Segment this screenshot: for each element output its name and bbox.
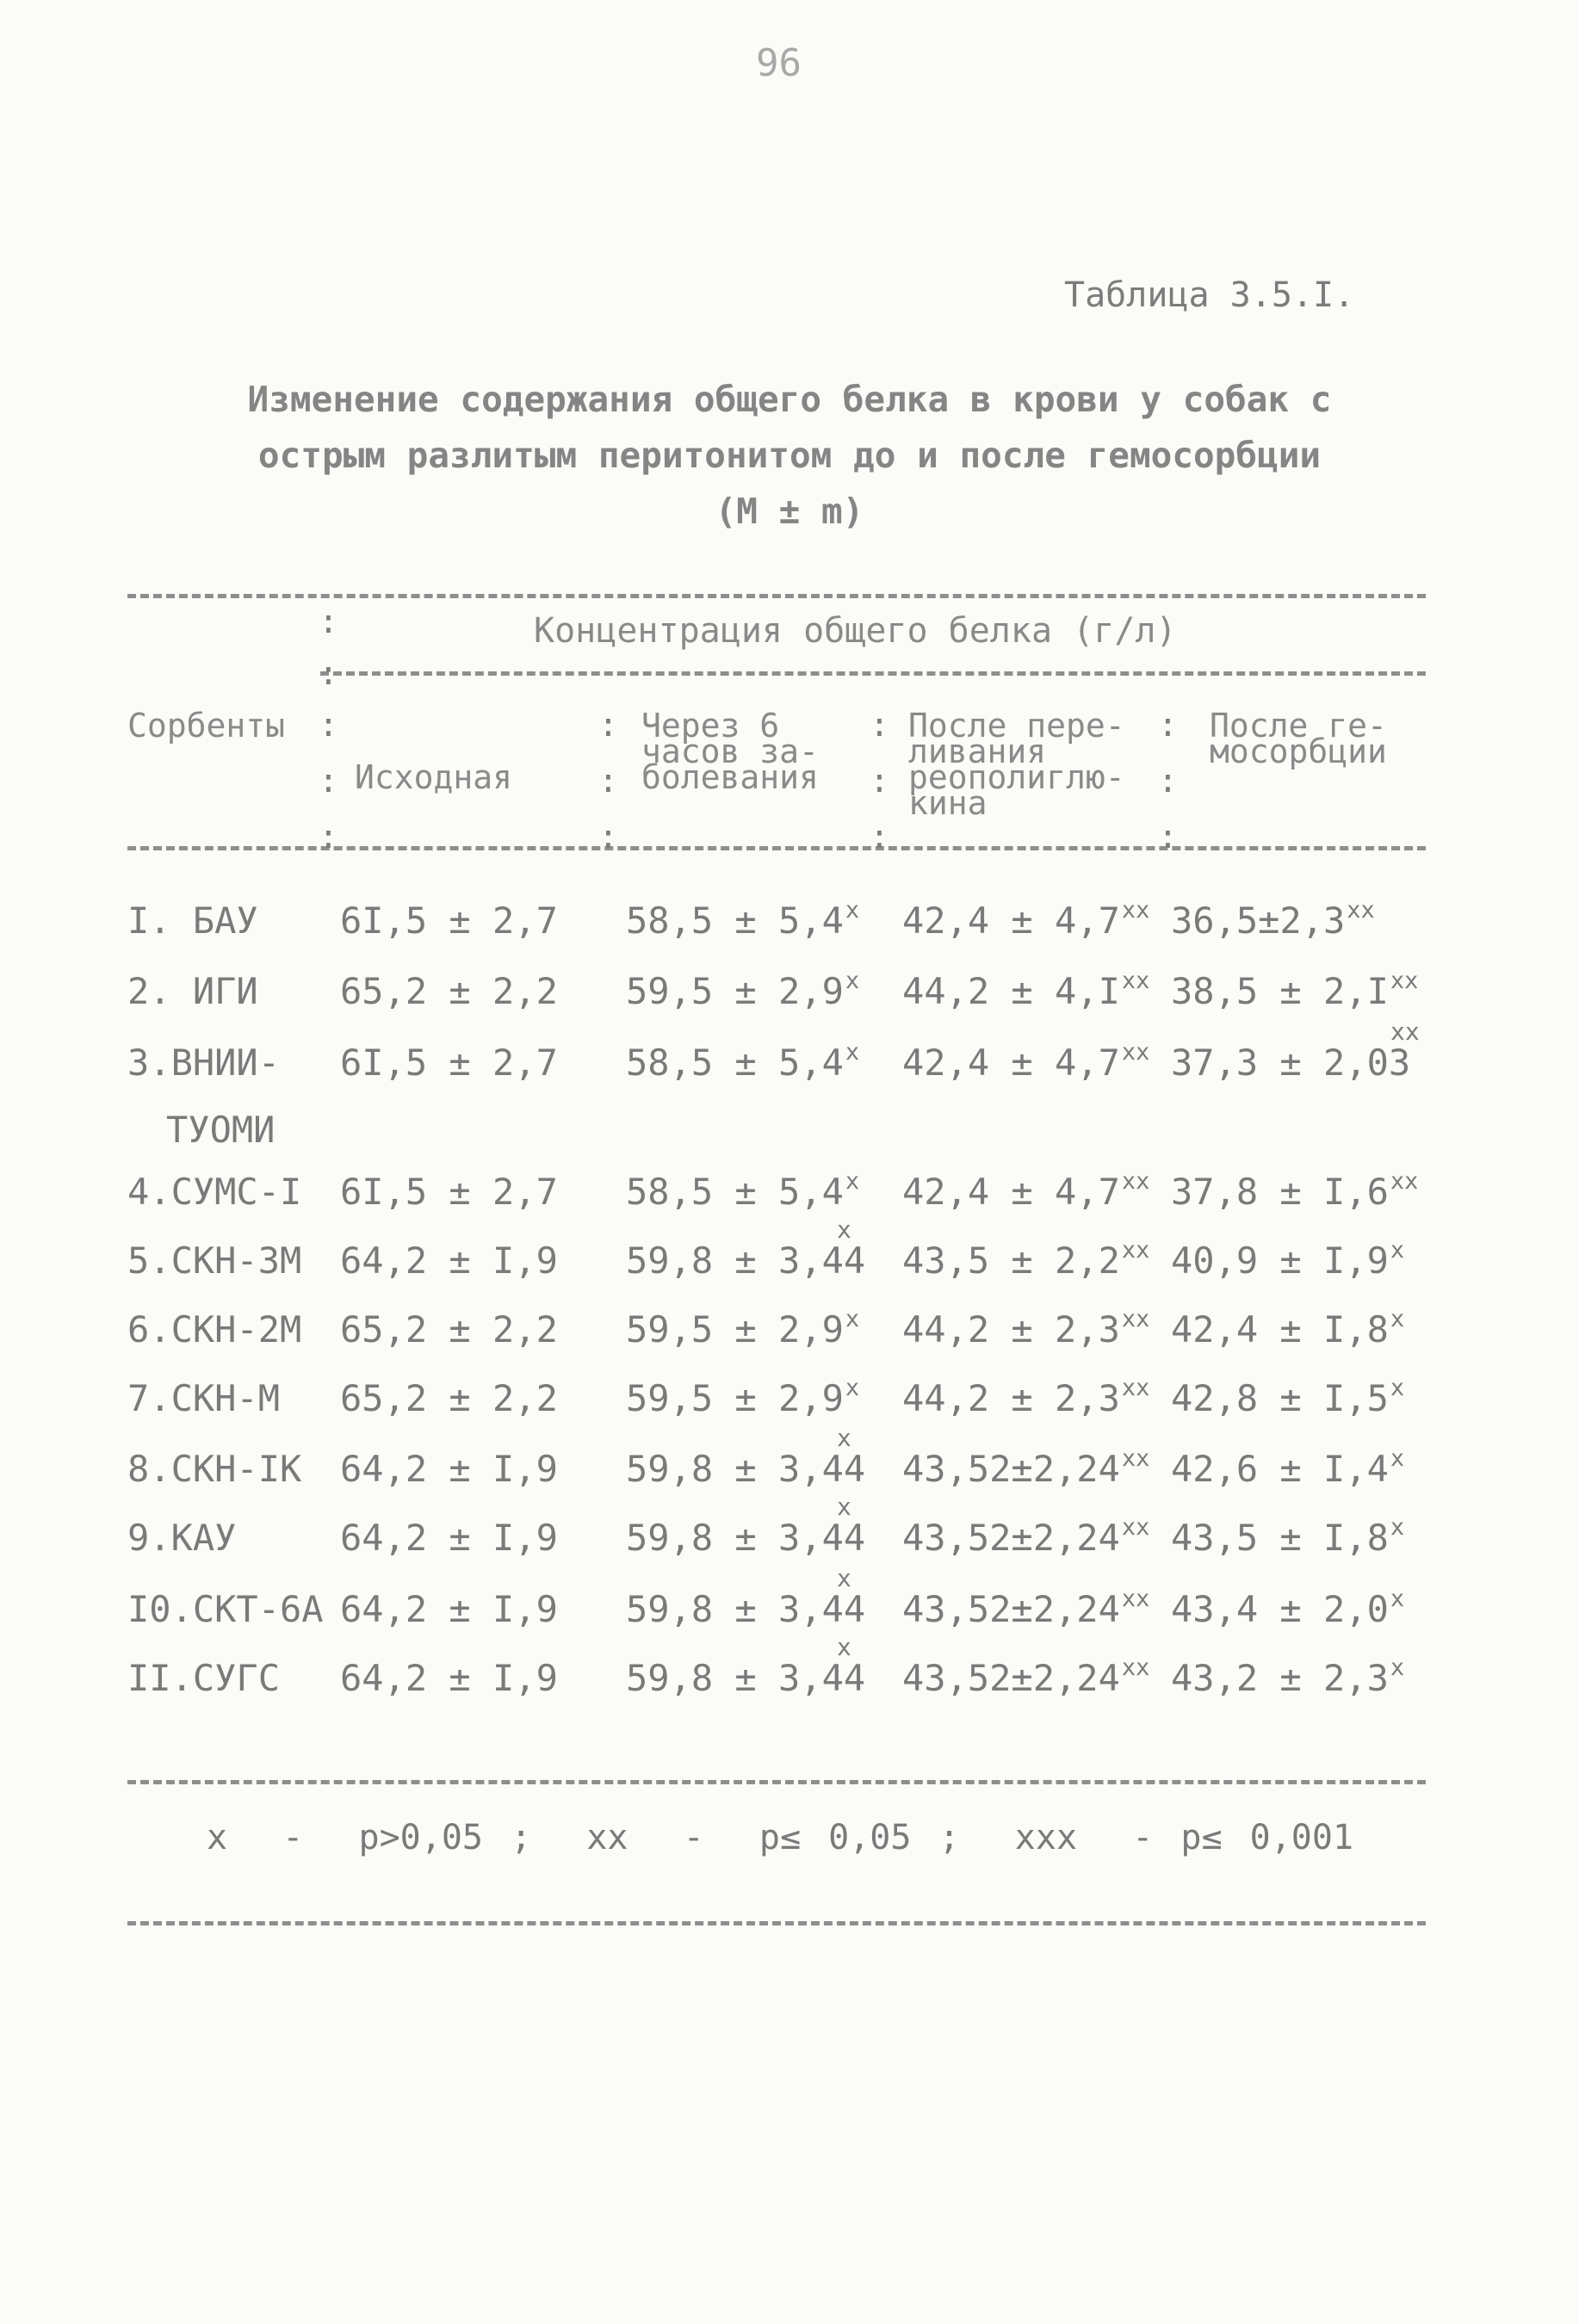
significance-mark-above: x — [837, 1424, 851, 1452]
cell-value: $43,2 \pm 2,3^x$ — [1171, 1654, 1405, 1699]
cell-value: $43,52\pm 2,24^{xx}$ — [902, 1654, 1150, 1699]
significance-mark: xx — [1347, 897, 1375, 924]
significance-mark: x — [845, 897, 860, 924]
footnote-rule — [127, 1921, 1426, 1925]
table-title-line-1: Изменение содержания общего белка в крови у собак с — [247, 379, 1332, 420]
sorbent-name: 8.СКН-IК — [127, 1448, 302, 1490]
cell-value: $43,52\pm 2,24^{xx}$ — [902, 1445, 1150, 1490]
cell-value: $42,4 \pm 4,7^{xx}$ — [902, 897, 1150, 942]
cell-initial: 6I,5 ± 2,7 — [340, 899, 558, 942]
cell-value: $43,5 \pm 2,2^{xx}$ — [902, 1237, 1150, 1282]
cell-value: $44,2 \pm 2,3^{xx}$ — [902, 1306, 1150, 1351]
significance-mark: xx — [1121, 1654, 1150, 1681]
cell-value: $36,5\pm 2,3^{xx}$ — [1171, 897, 1375, 942]
significance-mark: xx — [1121, 1585, 1150, 1612]
cell-value: $43,4 \pm 2,0^x$ — [1171, 1585, 1405, 1630]
cell-value: $59,5 \pm 2,9^x$ — [626, 1306, 860, 1351]
page-number: 96 — [756, 41, 802, 85]
header-separator: : — [870, 706, 889, 744]
significance-mark: x — [1390, 1654, 1405, 1681]
cell-value: $58,5 \pm 5,4^x$ — [626, 1168, 860, 1213]
cell-initial: 65,2 ± 2,2 — [340, 1377, 558, 1419]
cell-value: 59,8 ± 3,44 — [626, 1448, 866, 1490]
cell-value: $43,5 \pm I,8^x$ — [1171, 1514, 1405, 1559]
header-separator: : — [319, 654, 338, 692]
header-separator: : — [319, 603, 338, 640]
cell-initial: 64,2 ± I,9 — [340, 1448, 558, 1490]
table-title-line-2: острым разлитым перитонитом до и после гемосорбции — [257, 435, 1322, 476]
footnote: x - p>0,05 ; xx - p≤ 0,05 ; xxx - p≤ 0,001 — [207, 1818, 1354, 1857]
header-separator: : — [598, 818, 618, 856]
cell-value: $59,5 \pm 2,9^x$ — [626, 1375, 860, 1419]
header-sorbents: Сорбенты — [127, 707, 286, 745]
significance-mark: xx — [1121, 1168, 1150, 1195]
significance-mark: x — [845, 1168, 860, 1195]
cell-value: $42,6 \pm I,4^x$ — [1171, 1445, 1405, 1490]
significance-mark: xx — [1121, 1237, 1150, 1264]
header-separator: : — [1158, 706, 1178, 744]
cell-initial: 6I,5 ± 2,7 — [340, 1041, 558, 1084]
significance-mark: xx — [1390, 1168, 1419, 1195]
sorbent-name: 7.СКН-М — [127, 1377, 281, 1419]
header-group-rule — [320, 671, 1426, 676]
significance-mark: xx — [1121, 1514, 1150, 1541]
sorbent-name-continued: ТУОМИ — [166, 1109, 276, 1151]
cell-value: $37,8 \pm I,6^{xx}$ — [1171, 1168, 1419, 1213]
significance-mark: x — [1390, 1514, 1405, 1541]
cell-initial: 64,2 ± I,9 — [340, 1239, 558, 1282]
cell-value: $44,2 \pm 4,I^{xx}$ — [902, 967, 1150, 1012]
significance-mark: x — [845, 1306, 860, 1332]
significance-mark: x — [1390, 1375, 1405, 1401]
header-separator: : — [598, 762, 618, 800]
table-label: Таблица 3.5.I. — [1064, 275, 1355, 315]
cell-value: 59,8 ± 3,44 — [626, 1588, 866, 1630]
header-group-label: Концентрация общего белка (г/л) — [534, 611, 1177, 651]
header-separator: : — [870, 818, 889, 856]
significance-mark-above: x — [837, 1633, 851, 1661]
significance-mark: xx — [1390, 967, 1419, 994]
cell-value: $42,4 \pm 4,7^{xx}$ — [902, 1039, 1150, 1084]
significance-mark: xx — [1121, 1306, 1150, 1332]
table-top-rule — [127, 594, 1426, 598]
cell-value: $59,5 \pm 2,9^x$ — [626, 967, 860, 1012]
cell-value: 59,8 ± 3,44 — [626, 1239, 866, 1282]
sorbent-name: 6.СКН-2М — [127, 1308, 302, 1351]
table-title-line-3: (М ± m) — [715, 491, 864, 532]
significance-mark-above: xx — [1390, 1017, 1420, 1046]
cell-value: $42,8 \pm I,5^x$ — [1171, 1375, 1405, 1419]
cell-value: $40,9 \pm I,9^x$ — [1171, 1237, 1405, 1282]
cell-value: $38,5 \pm 2,I^{xx}$ — [1171, 967, 1419, 1012]
sorbent-name: 5.СКН-3М — [127, 1239, 302, 1282]
cell-initial: 64,2 ± I,9 — [340, 1588, 558, 1630]
cell-value: $43,52\pm 2,24^{xx}$ — [902, 1514, 1150, 1559]
sorbent-name: II.СУГС — [127, 1657, 281, 1699]
significance-mark: x — [1390, 1306, 1405, 1332]
cell-value: $42,4 \pm I,8^x$ — [1171, 1306, 1405, 1351]
cell-value: $42,4 \pm 4,7^{xx}$ — [902, 1168, 1150, 1213]
cell-value: 59,8 ± 3,44 — [626, 1657, 866, 1699]
significance-mark-above: x — [837, 1215, 851, 1244]
significance-mark-above: x — [837, 1493, 851, 1521]
table-bottom-rule — [127, 1780, 1426, 1784]
cell-initial: 65,2 ± 2,2 — [340, 1308, 558, 1351]
significance-mark: x — [845, 1039, 860, 1066]
header-col-hemosorption: После ге- мосорбции — [1210, 707, 1387, 770]
sorbent-name: I. БАУ — [127, 899, 258, 942]
header-separator: : — [319, 818, 338, 856]
significance-mark: xx — [1121, 1445, 1150, 1472]
significance-mark: xx — [1121, 897, 1150, 924]
cell-initial: 6I,5 ± 2,7 — [340, 1171, 558, 1213]
sorbent-name: 9.КАУ — [127, 1517, 237, 1559]
header-col-rheopolyglucin: После пере- ливания реополиглю- кина — [908, 707, 1125, 822]
header-col-initial: Исходная — [355, 758, 513, 796]
cell-initial: 64,2 ± I,9 — [340, 1657, 558, 1699]
cell-initial: 65,2 ± 2,2 — [340, 970, 558, 1012]
cell-value: 37,3 ± 2,03 — [1171, 1041, 1411, 1084]
significance-mark: xx — [1121, 1375, 1150, 1401]
sorbent-name: 2. ИГИ — [127, 970, 258, 1012]
sorbent-name: 3.ВНИИ- — [127, 1041, 281, 1084]
cell-value: 59,8 ± 3,44 — [626, 1517, 866, 1559]
cell-value: $43,52\pm 2,24^{xx}$ — [902, 1585, 1150, 1630]
cell-value: $44,2 \pm 2,3^{xx}$ — [902, 1375, 1150, 1419]
sorbent-name: I0.СКТ-6А — [127, 1588, 324, 1630]
header-separator: : — [598, 706, 618, 744]
significance-mark: x — [845, 967, 860, 994]
significance-mark: x — [1390, 1445, 1405, 1472]
significance-mark-above: x — [837, 1564, 851, 1592]
cell-initial: 64,2 ± I,9 — [340, 1517, 558, 1559]
significance-mark: x — [1390, 1585, 1405, 1612]
header-separator: : — [1158, 762, 1178, 800]
cell-value: $58,5 \pm 5,4^x$ — [626, 1039, 860, 1084]
cell-value: $58,5 \pm 5,4^x$ — [626, 897, 860, 942]
significance-mark: x — [845, 1375, 860, 1401]
significance-mark: xx — [1121, 1039, 1150, 1066]
significance-mark: xx — [1121, 967, 1150, 994]
significance-mark: x — [1390, 1237, 1405, 1264]
header-separator: : — [319, 706, 338, 744]
header-col-6h: Через 6 часов за- болевания — [641, 707, 819, 796]
header-separator: : — [870, 762, 889, 800]
header-separator: : — [319, 762, 338, 800]
header-separator: : — [1158, 818, 1178, 856]
sorbent-name: 4.СУМС-I — [127, 1171, 302, 1213]
